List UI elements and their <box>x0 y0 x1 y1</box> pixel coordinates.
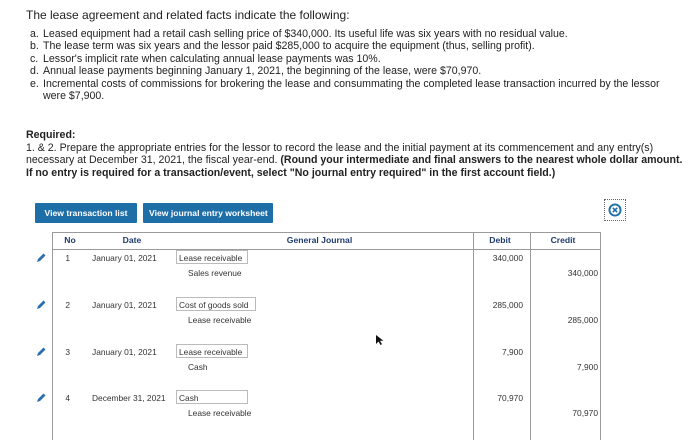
mouse-cursor-icon <box>375 334 385 346</box>
entry-date: December 31, 2021 <box>92 393 166 403</box>
fact-text: Incremental costs of commissions for brokering the lease and consummating the completed lease transaction incurred by the lessor were $7,900. <box>43 77 660 103</box>
col-credit-header: Credit <box>550 235 576 245</box>
required-bold-note: (Round your intermediate and final answers to the nearest whole dollar amount. If no entry is required for a transaction/event, select "No journal entry required" in the first account field.) <box>26 154 683 179</box>
credit-amount: 285,000 <box>567 315 598 325</box>
col-no-header: No <box>64 235 76 245</box>
debit-amount: 285,000 <box>492 300 523 310</box>
entry-number: 2 <box>65 300 70 310</box>
account-name: Cash <box>179 393 199 403</box>
fact-text: Leased equipment had a retail cash selling price of $340,000. Its useful life was six years with no residual value. <box>43 28 568 40</box>
journal-table <box>28 226 606 440</box>
required-section <box>26 129 686 179</box>
problem-intro: The lease agreement and related facts indicate the following: <box>26 8 350 22</box>
fact-letter: e. <box>30 77 39 90</box>
account-name: Sales revenue <box>188 268 242 278</box>
account-name: Cash <box>188 362 208 372</box>
entry-number: 1 <box>65 253 70 263</box>
required-instructions <box>26 142 686 180</box>
debit-amount: 340,000 <box>492 253 523 263</box>
col-general-journal-header: General Journal <box>286 235 353 245</box>
account-name: Lease receivable <box>179 347 243 357</box>
close-circle-icon[interactable] <box>604 199 626 221</box>
required-heading: Required: <box>26 129 76 141</box>
col-debit-header: Debit <box>489 235 511 245</box>
fact-text: Annual lease payments beginning January 1, 2021, the beginning of the lease, were $70,970. <box>43 65 482 78</box>
edit-pencil-icon[interactable] <box>35 252 47 264</box>
fact-letter: b. <box>30 40 39 53</box>
grid-line <box>52 249 601 250</box>
fact-item <box>30 28 670 40</box>
entry-number: 4 <box>65 393 70 403</box>
facts-list <box>30 28 670 102</box>
entry-date: January 01, 2021 <box>92 347 157 357</box>
fact-item <box>30 53 670 65</box>
grid-line <box>52 232 601 233</box>
entry-number: 3 <box>65 347 70 357</box>
grid-line <box>600 232 601 440</box>
fact-text: The lease term was six years and the lessor paid $285,000 to acquire the equipment (thus, selling profit). <box>43 40 535 53</box>
credit-amount: 340,000 <box>567 268 598 278</box>
fact-item <box>30 65 670 77</box>
fact-text: Lessor's implicit rate when calculating annual lease payments was 10%. <box>43 52 381 65</box>
fact-item <box>30 78 670 103</box>
fact-letter: d. <box>30 65 39 78</box>
debit-amount: 70,970 <box>497 393 523 403</box>
account-name: Lease receivable <box>179 253 243 263</box>
fact-item <box>30 40 670 52</box>
edit-pencil-icon[interactable] <box>35 392 47 404</box>
credit-amount: 70,970 <box>572 408 598 418</box>
debit-amount: 7,900 <box>502 347 523 357</box>
entry-date: January 01, 2021 <box>92 300 157 310</box>
edit-pencil-icon[interactable] <box>35 299 47 311</box>
account-name: Lease receivable <box>188 315 252 325</box>
grid-line <box>52 232 53 440</box>
col-date-header: Date <box>122 235 142 245</box>
account-name: Lease receivable <box>188 408 252 418</box>
required-text: 1. & 2. Prepare the appropriate entries for the lessor to record the lease and the initial payment at its commencement and any entry(s) necessary at December 31, 2021, the fiscal year-end. <box>26 141 654 167</box>
fact-letter: c. <box>30 52 39 65</box>
account-name: Cost of goods sold <box>179 300 249 310</box>
fact-letter: a. <box>30 28 39 40</box>
view-transaction-list-button[interactable]: View transaction list <box>35 203 137 223</box>
entry-date: January 01, 2021 <box>92 253 157 263</box>
view-journal-worksheet-button[interactable]: View journal entry worksheet <box>143 203 273 223</box>
credit-amount: 7,900 <box>577 362 598 372</box>
edit-pencil-icon[interactable] <box>35 346 47 358</box>
grid-line <box>473 232 474 440</box>
